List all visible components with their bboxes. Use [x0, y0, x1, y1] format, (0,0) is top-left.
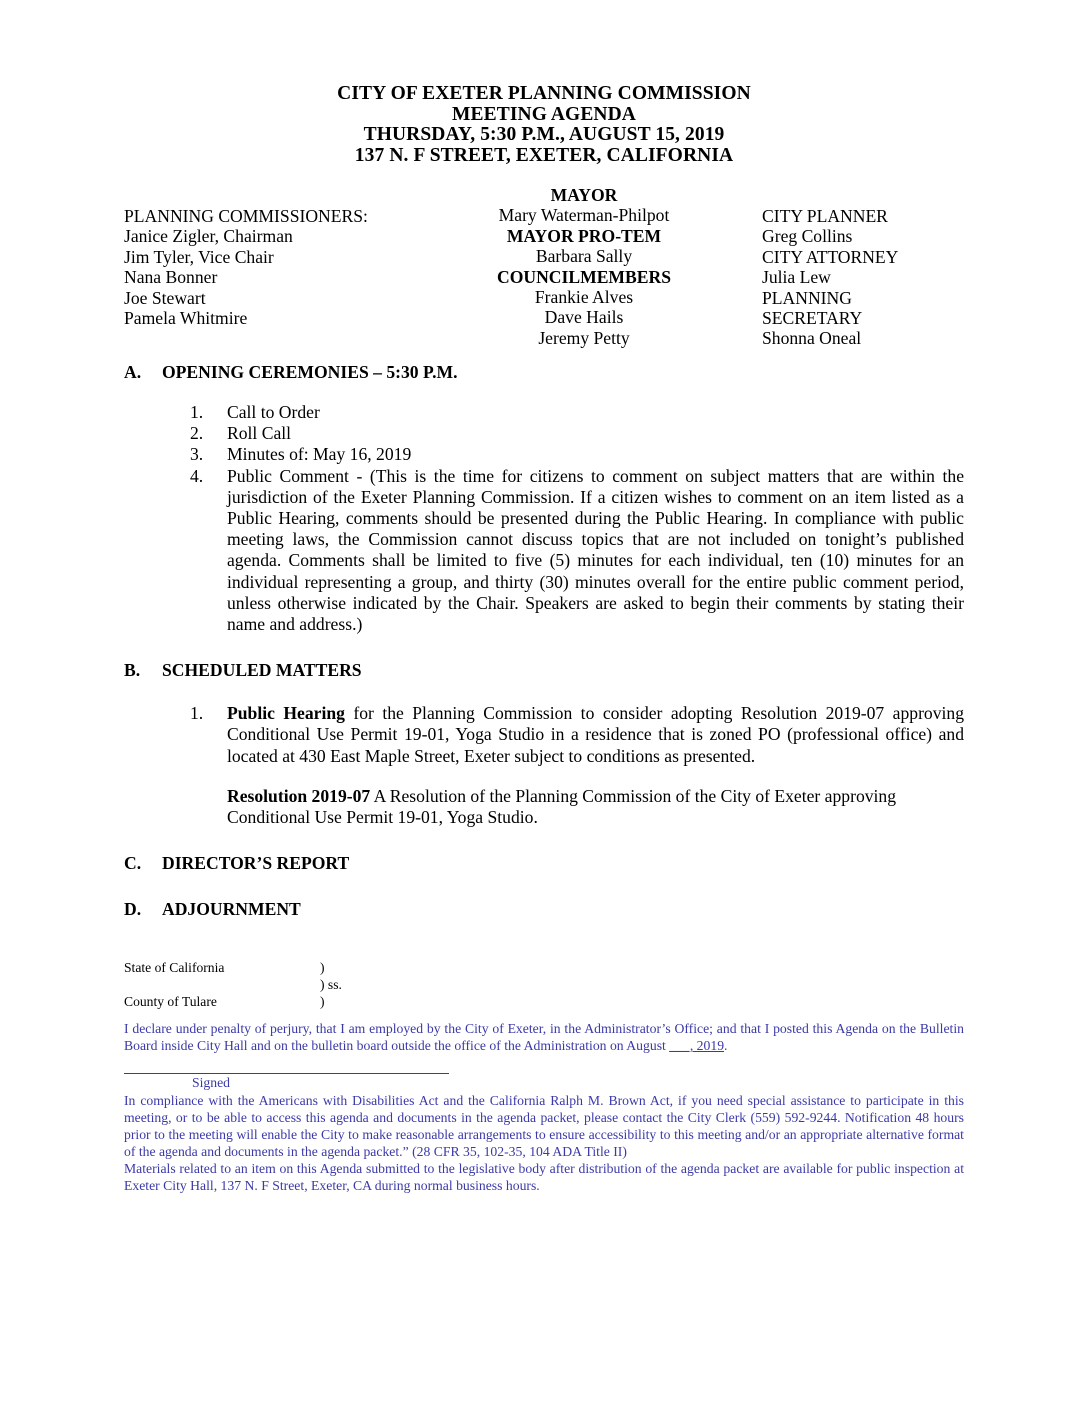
commissioners-heading: PLANNING COMMISSIONERS:	[124, 206, 368, 226]
section-d-heading	[124, 899, 964, 920]
document-content	[124, 84, 964, 1194]
list-item	[190, 444, 964, 465]
list-item	[190, 423, 964, 444]
county-row	[124, 994, 964, 1011]
roster-column-staff	[762, 206, 972, 349]
commissioner-name: Pamela Whitmire	[124, 308, 248, 329]
roster-column-commissioners	[124, 206, 454, 328]
materials-notice-paragraph: Materials related to an item on this Agenda submitted to the legislative body after distribution of the agenda packet are available for public inspection at Exeter City Hall, 137 N. F Street, Exeter, CA during normal business hours.	[124, 1161, 964, 1194]
section-b-title: SCHEDULED MATTERS	[162, 660, 362, 681]
section-c-title: DIRECTOR’S REPORT	[162, 853, 350, 874]
councilmembers-heading: COUNCILMEMBERS	[497, 266, 671, 287]
staff-entry: CITY ATTORNEY	[762, 246, 899, 267]
ss-paren: ) ss.	[320, 977, 342, 993]
mayor-pro-tem-heading: MAYOR PRO-TEM	[506, 225, 662, 246]
resolution-label: Resolution 2019-07	[227, 785, 371, 806]
section-b-item-list	[190, 703, 964, 767]
state-row	[124, 960, 964, 977]
title-line-1: CITY OF EXETER PLANNING COMMISSION	[337, 83, 751, 104]
title-line-2: MEETING AGENDA	[452, 103, 636, 125]
item-number: 1.	[190, 402, 204, 422]
ss-row	[124, 977, 964, 994]
section-b-heading	[124, 660, 964, 681]
signature-block	[124, 1073, 964, 1091]
item-text: Public Comment - (This is the time for citizens to comment on subject matters that are within the jurisdiction of the Exeter Planning Commission. If a citizen wishes to comment on an item listed as a Public Hearing, comments should be presented during the Public Hearing. In compliance with public meeting laws, the Commission cannot discuss topics that are not included on tonight’s published agenda. Comments shall be limited to five (5) minutes for each individual, ten (10) minutes for an individual representing a group, and thirty (30) minutes overall for the entire public comment period, unless otherwise indicated by the Chair. Speakers are asked to begin their comments by stating their name and address.)	[227, 465, 964, 635]
councilmember-name: Dave Hails	[544, 307, 624, 328]
item-number: 1.	[190, 703, 204, 724]
section-c-letter: C.	[124, 853, 142, 874]
state-paren: )	[320, 960, 325, 976]
mayor-pro-tem-name: Barbara Sally	[535, 246, 633, 267]
item-text: Call to Order	[227, 402, 320, 422]
resolution-body: A Resolution of the Planning Commission of the City of Exeter approving Conditional Use Permit 19-01, Yoga Studio.	[227, 785, 897, 828]
resolution-paragraph	[227, 786, 964, 828]
public-hearing-body: for the Planning Commission to consider adopting Resolution 2019-07 approving Conditional Use Permit 19-01, Yoga Studio in a residence that is zoned PO (professional office) and located at 430 East Maple Street, Exeter subject to conditions as presented.	[227, 703, 964, 766]
councilmember-name: Frankie Alves	[534, 287, 634, 308]
mayor-name: Mary Waterman-Philpot	[498, 205, 670, 226]
list-item	[190, 703, 964, 767]
staff-entry: CITY PLANNER	[762, 206, 888, 226]
section-c-heading	[124, 853, 964, 874]
staff-entry: Shonna Oneal	[762, 328, 862, 349]
item-text: Minutes of: May 16, 2019	[227, 444, 412, 465]
staff-entry: Greg Collins	[762, 226, 853, 247]
state-label: State of California	[124, 960, 225, 976]
officials-roster	[124, 185, 964, 349]
commissioner-name: Nana Bonner	[124, 267, 218, 288]
public-hearing-label: Public Hearing	[227, 703, 345, 724]
jurisdiction-block	[124, 960, 964, 1012]
ada-notice-paragraph: In compliance with the Americans with Disabilities Act and the California Ralph M. Brown Act, if you need special assistance to participate in this meeting, or to be able to access this agenda and documents in the agenda packet, please contact the City Clerk (559) 592-9244. Notification 48 hours prior to the meeting will enable the City to make reasonable arrangements to ensure accessibility to this meeting and/or an appropriate alternative format of the agenda and documents in the agenda packet.” (28 CFR 35, 102-35, 104 ADA Title II)	[124, 1093, 964, 1160]
section-a-letter: A.	[124, 362, 142, 382]
staff-entry: PLANNING	[762, 287, 852, 308]
roster-column-council	[434, 185, 734, 348]
declaration-text-part2: .	[724, 1038, 728, 1054]
document-title-block	[124, 84, 964, 166]
section-d-letter: D.	[124, 899, 142, 920]
staff-entry: SECRETARY	[762, 308, 863, 329]
title-line-3: THURSDAY, 5:30 P.M., AUGUST 15, 2019	[363, 124, 725, 145]
section-b-letter: B.	[124, 660, 141, 681]
mayor-heading: MAYOR	[550, 185, 618, 205]
section-a-heading	[124, 362, 964, 383]
declaration-text-part1: I declare under penalty of perjury, that I am employed by the City of Exeter, in the Administrator’s Office; and that I posted this Agenda on the Bulletin Board inside City Hall and on the bulletin board outside the office of the Administration on August	[124, 1021, 964, 1054]
list-item	[190, 402, 964, 423]
commissioner-name: Janice Zigler, Chairman	[124, 226, 293, 247]
declaration-paragraph	[124, 1020, 964, 1054]
section-a-item-list	[190, 402, 964, 635]
item-number: 2.	[190, 423, 204, 444]
councilmember-name: Jeremy Petty	[538, 327, 630, 348]
item-number: 4.	[190, 465, 204, 486]
declaration-date-blank: ___, 2019	[669, 1038, 725, 1054]
signature-label: Signed	[192, 1075, 231, 1091]
county-label: County of Tulare	[124, 994, 217, 1010]
item-text: Roll Call	[227, 423, 292, 444]
section-d-title: ADJOURNMENT	[162, 899, 301, 920]
commissioner-name: Joe Stewart	[124, 287, 206, 308]
item-number: 3.	[190, 444, 204, 465]
staff-entry: Julia Lew	[762, 267, 831, 288]
section-a-title: OPENING CEREMONIES – 5:30 P.M.	[162, 362, 458, 382]
commissioner-name: Jim Tyler, Vice Chair	[124, 246, 274, 267]
county-paren: )	[320, 994, 325, 1010]
title-line-4: 137 N. F STREET, EXETER, CALIFORNIA	[354, 144, 734, 166]
list-item	[190, 466, 964, 636]
item-text	[227, 703, 964, 767]
